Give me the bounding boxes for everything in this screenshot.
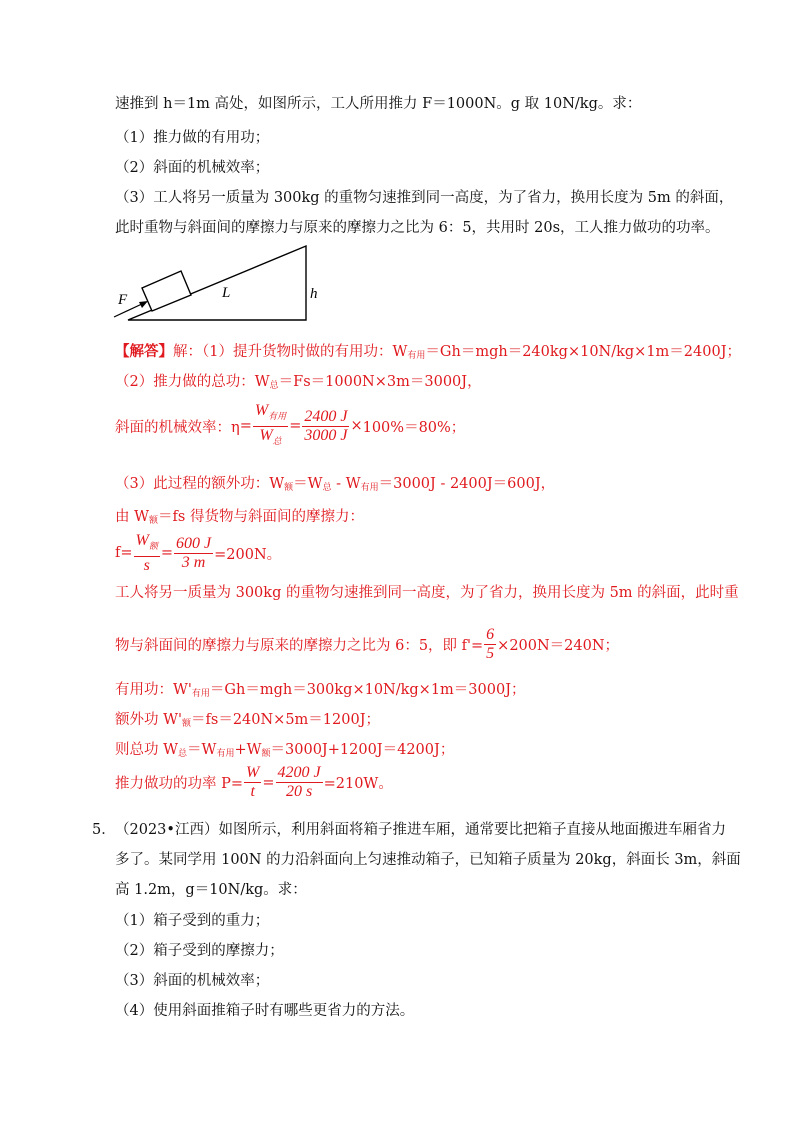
answer-line-4: 由 W额＝fs 得货物与斜面间的摩擦力： bbox=[115, 509, 364, 526]
q5-line-1: （2023•江西）如图所示，利用斜面将箱子推进车厢，通常要比把箱子直接从地面搬进车厢省力 bbox=[115, 822, 726, 838]
q5-number: 5． bbox=[92, 822, 116, 838]
question-3: （3）工人将另一质量为 300kg 的重物匀速推到同一高度，为了省力，换用长度为 5m 的斜面， bbox=[115, 190, 734, 206]
q5-line-3: 高 1.2m，g＝10N/kg。求： bbox=[115, 882, 307, 898]
answer-line-8: 额外功 W'额＝fs＝240N×5m＝1200J； bbox=[115, 712, 381, 729]
q5-item-3: （3）斜面的机械效率； bbox=[115, 973, 270, 989]
efficiency-formula: 斜面的机械效率：η = $\frac{W_{有用}}{W_总}$ = $\frac{2400 J}{3000 J}$ × 100%＝80%； bbox=[115, 402, 465, 451]
friction-fraction-numeric: $\frac{600 J}{3 m}$ bbox=[176, 534, 212, 571]
efficiency-fraction-symbolic: $\frac{W_{有用}}{W_总}$ bbox=[254, 402, 287, 447]
efficiency-fraction-numeric: $\frac{2400 J}{3000 J}$ bbox=[304, 407, 348, 444]
ratio-fraction: $\frac{6}{5}$ bbox=[486, 626, 495, 662]
question-1: （1）推力做的有用功； bbox=[115, 130, 270, 146]
answer-tag: 【解答】 bbox=[115, 343, 173, 360]
q5-line-2: 多了。某同学用 100N 的力沿斜面向上匀速推动箱子，已知箱子质量为 20kg，斜面长 3m，斜面 bbox=[115, 852, 741, 868]
label-F: F bbox=[118, 292, 128, 308]
power-fraction-symbolic: $\frac{W}{t}$ bbox=[246, 764, 260, 800]
friction-fraction-symbolic: $\frac{W_额}{s}$ bbox=[135, 532, 158, 574]
q5-item-1: （1）箱子受到的重力； bbox=[115, 913, 270, 929]
problem-intro: 速推到 h＝1m 高处，如图所示，工人所用推力 F＝1000N。g 取 10N/kg。求： bbox=[115, 96, 642, 112]
label-h: h bbox=[310, 286, 318, 302]
box bbox=[142, 271, 191, 311]
answer-line-1: 【解答】解：（1）提升货物时做的有用功：W有用＝Gh＝mgh＝240kg×10N/kg×1m＝2400J； bbox=[115, 343, 742, 361]
power-formula: 推力做功的功率 P= $\frac{W}{t}$ = $\frac{4200 J}{20 s}$ =210W。 bbox=[115, 764, 393, 800]
question-3-cont: 此时重物与斜面间的摩擦力与原来的摩擦力之比为 6：5，共用时 20s，工人推力做功的功率。 bbox=[115, 220, 720, 236]
answer-line-2: （2）推力做的总功：W总＝Fs＝1000N×3m＝3000J， bbox=[115, 374, 482, 391]
answer-line-9: 则总功 W总＝W有用+W额＝3000J+1200J＝4200J； bbox=[115, 742, 455, 759]
friction-formula: f= $\frac{W_额}{s}$ = $\frac{600 J}{3 m}$ =200N。 bbox=[115, 532, 282, 574]
power-fraction-numeric: $\frac{4200 J}{20 s}$ bbox=[277, 764, 321, 800]
answer-line-7: 有用功：W'有用＝Gh＝mgh＝300kg×10N/kg×1m＝3000J； bbox=[115, 682, 526, 699]
answer-line-6: 物与斜面间的摩擦力与原来的摩擦力之比为 6：5，即 f'= $\frac{6}{5}$ ×200N＝240N； bbox=[115, 626, 620, 662]
incline-figure bbox=[110, 240, 340, 330]
q5-item-2: （2）箱子受到的摩擦力； bbox=[115, 943, 284, 959]
answer-line-5: 工人将另一质量为 300kg 的重物匀速推到同一高度，为了省力，换用长度为 5m 的斜面，此时重 bbox=[115, 585, 739, 601]
answer-line-3: （3）此过程的额外功：W额＝W总 - W有用＝3000J - 2400J＝600J， bbox=[115, 476, 556, 493]
question-2: （2）斜面的机械效率； bbox=[115, 160, 270, 176]
force-arrow-head bbox=[139, 301, 148, 308]
label-L: L bbox=[222, 285, 231, 301]
q5-item-4: （4）使用斜面推箱子时有哪些更省力的方法。 bbox=[115, 1003, 415, 1019]
